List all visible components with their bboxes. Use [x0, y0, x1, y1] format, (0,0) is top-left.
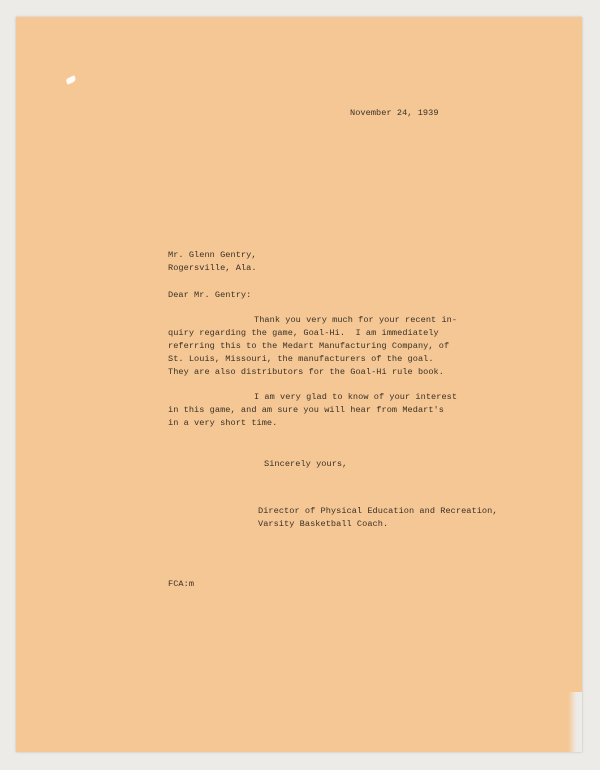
typist-initials: FCA:m [168, 579, 195, 589]
signature-title-line: Director of Physical Education and Recreation, [258, 506, 498, 516]
letter-date: November 24, 1939 [350, 108, 439, 118]
paragraph1-line: Thank you very much for your recent in- [254, 315, 458, 325]
paragraph1-line: St. Louis, Missouri, the manufacturers of the goal. [168, 354, 434, 364]
paragraph2-line: I am very glad to know of your interest [254, 392, 458, 402]
signature-title-line: Varsity Basketball Coach. [258, 519, 389, 529]
salutation: Dear Mr. Gentry: [168, 290, 252, 300]
letter-paper [16, 17, 582, 752]
paragraph1-line: They are also distributors for the Goal-Hi rule book. [168, 367, 444, 377]
paragraph1-line: referring this to the Medart Manufacturing Company, of [168, 341, 450, 351]
paper-blemish [65, 75, 77, 85]
recipient-city: Rogersville, Ala. [168, 263, 257, 273]
recipient-name: Mr. Glenn Gentry, [168, 250, 257, 260]
paragraph2-line: in a very short time. [168, 418, 278, 428]
paragraph2-line: in this game, and am sure you will hear from Medart's [168, 405, 444, 415]
closing: Sincerely yours, [264, 459, 348, 469]
paragraph1-line: quiry regarding the game, Goal-Hi. I am immediately [168, 328, 439, 338]
